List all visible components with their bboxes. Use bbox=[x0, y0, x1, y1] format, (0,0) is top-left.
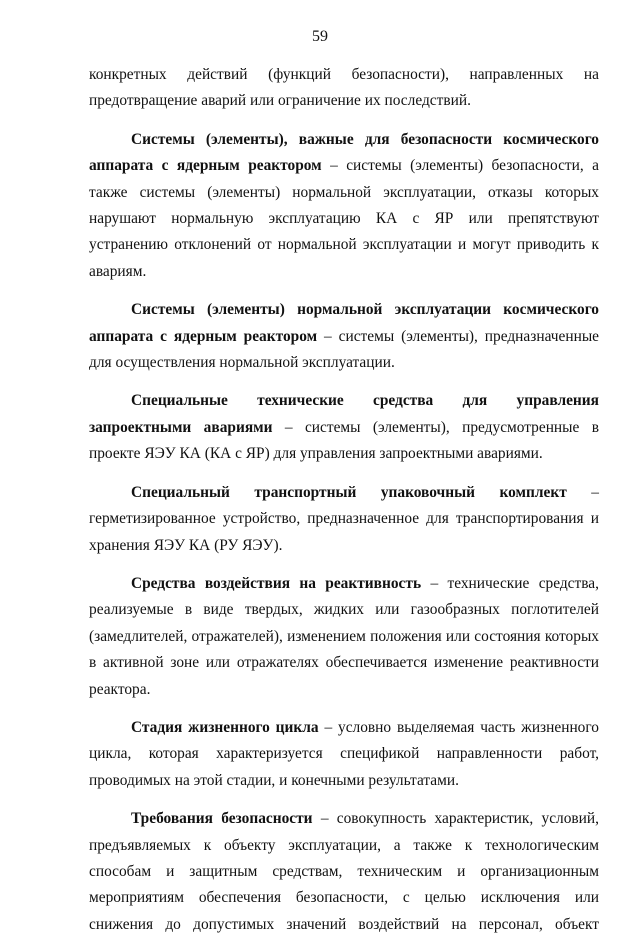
document-body bbox=[89, 62, 599, 938]
paragraph-term: Требования безопасности bbox=[131, 810, 313, 828]
definition-paragraph bbox=[89, 127, 599, 285]
paragraph-text: – системы (элементы), предусмотренные в проекте ЯЭУ КА (КА с ЯР) для управления запроектными авариями. bbox=[89, 418, 600, 463]
paragraph-text: – совокупность характеристик, условий, предъявляемых к объекту эксплуатации, а также к технологическим способам и защитным средствам, техническим и организационным мероприятиям обеспечения безопасности, с целью исключения или снижения до допустимых значений воздействий на персонал, объект bbox=[89, 810, 599, 933]
definition-paragraph bbox=[89, 388, 599, 467]
definition-paragraph bbox=[89, 715, 599, 794]
definition-paragraph bbox=[89, 806, 599, 938]
definition-paragraph bbox=[89, 480, 599, 559]
definition-paragraph bbox=[89, 297, 599, 376]
paragraph-term: Стадия жизненного цикла bbox=[131, 718, 319, 736]
page-number: 59 bbox=[312, 28, 328, 45]
paragraph-text: конкретных действий (функций безопасности), направленных на предотвращение аварий или ограничение их последствий. bbox=[89, 66, 599, 110]
paragraph-text: – системы (элементы) безопасности, а также системы (элементы) нормальной эксплуатации, отказы которых нарушают нормальную эксплуатацию КА с ЯР или препятствуют устранению отклонений от нормальной эксплуатации и могут приводить к авариям. bbox=[89, 157, 599, 280]
paragraph-continuation bbox=[89, 62, 599, 115]
paragraph-term: Специальные технические средства для управления запроектными авариями bbox=[89, 392, 599, 436]
paragraph-text: – условно выделяемая часть жизненного цикла, которая характеризуется спецификой направленности работ, проводимых на этой стадии, и конечными результатами. bbox=[89, 718, 599, 789]
paragraph-term: Специальный транспортный упаковочный комплект bbox=[131, 483, 567, 501]
paragraph-term: Системы (элементы) нормальной эксплуатации космического аппарата с ядерным реактором bbox=[89, 301, 599, 345]
paragraph-text: – системы (элементы), предназначенные для осуществления нормальной эксплуатации. bbox=[89, 327, 599, 372]
paragraph-term: Средства воздействия на реактивность bbox=[131, 574, 422, 592]
paragraph-text: – герметизированное устройство, предназначенное для транспортирования и хранения ЯЭУ КА (РУ ЯЭУ). bbox=[89, 483, 599, 554]
paragraph-text: – технические средства, реализуемые в виде твердых, жидких или газообразных поглотителей (замедлителей, отражателей), изменением положения или состояния которых в активной зоне или отражателях обеспечивается изменение реактивности реактора. bbox=[89, 574, 599, 698]
definition-paragraph bbox=[89, 571, 599, 703]
paragraph-term: Системы (элементы), важные для безопасности космического аппарата с ядерным реактором bbox=[89, 130, 599, 175]
